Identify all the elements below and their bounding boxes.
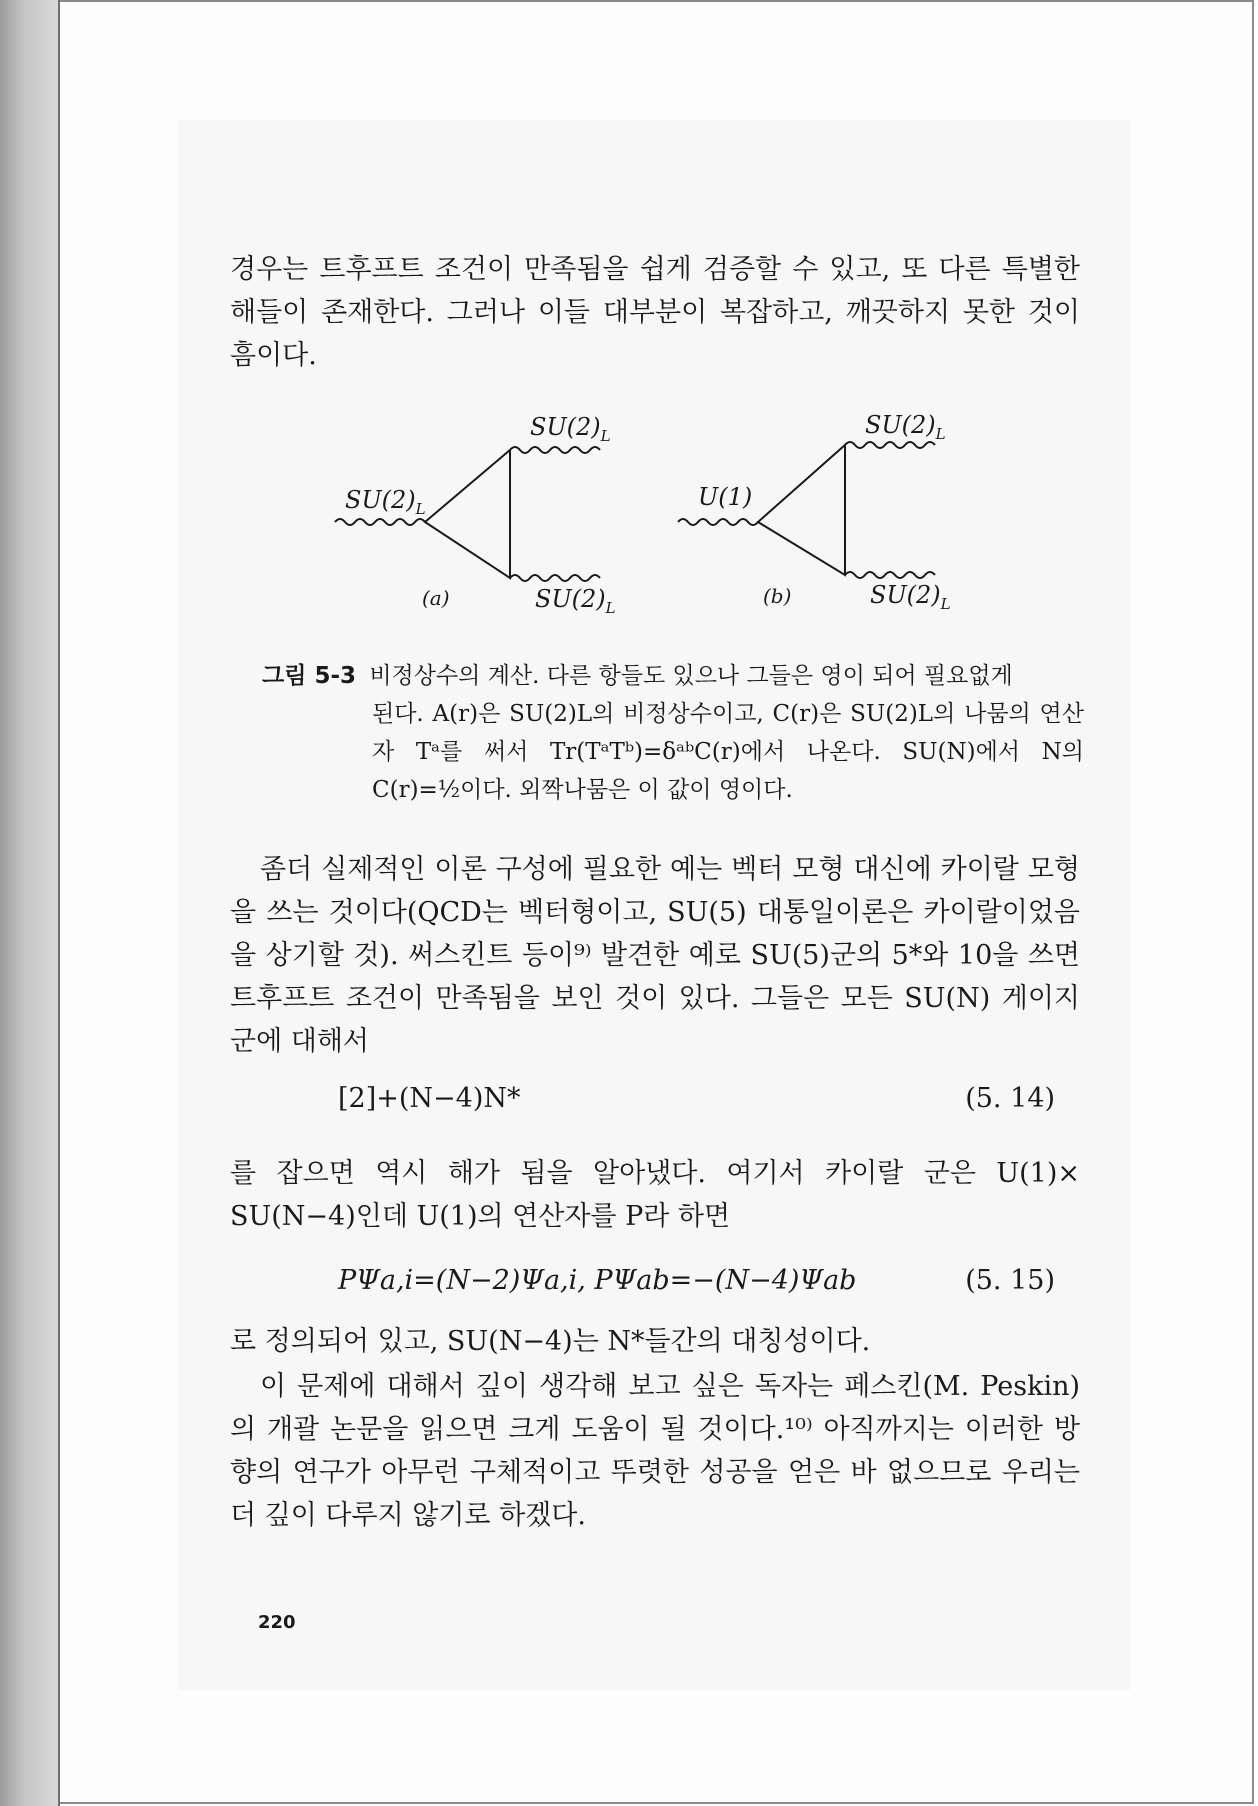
paragraph-mid-text: 좀더 실제적인 이론 구성에 필요한 예는 벡터 모형 대신에 카이랄 모형을 쓰는 것이다(QCD는 벡터형이고, SU(5) 대통일이론은 카이랄이었음을 상기할 것). 써스킨트 등이⁹⁾ 발견한 예로 SU(5)군의 5*와 10을 쓰면 트후프트 조건이 만족됨을 보인 것이 있다. 그들은 모든 SU(N) 게이지 군에 대해서	[230, 854, 1080, 1057]
caption-label: 그림 5-3	[262, 663, 356, 689]
diagram-b-caption: (b)	[763, 584, 792, 608]
paragraph-after-eq1-text: 를 잡으면 역시 해가 됨을 알아냈다. 여기서 카이랄 군은 U(1)× SU(N−4)인데 U(1)의 연산자를 P라 하면	[230, 1158, 1080, 1232]
diagram-b-triangle	[758, 445, 845, 575]
feynman-diagrams	[330, 405, 970, 615]
paragraph-last	[230, 1365, 1080, 1537]
paragraph-top	[230, 248, 1080, 377]
diagram-a-bottom-wave	[510, 575, 600, 581]
paragraph-after-eq2	[230, 1320, 1080, 1363]
caption-continuation: 된다. A(r)은 SU(2)L의 비정상수이고, C(r)은 SU(2)L의 나뭄의 연산자 Tᵃ를 써서 Tr(TᵃTᵇ)=δᵃᵇC(r)에서 나온다. SU(N)에서 N의 C(r)=½이다. 외짝나뭄은 이 값이 영이다.	[372, 701, 1084, 803]
paragraph-top-text: 경우는 트후프트 조건이 만족됨을 쉽게 검증할 수 있고, 또 다른 특별한 해들이 존재한다. 그러나 이들 대부분이 복잡하고, 깨끗하지 못한 것이 흠이다.	[230, 254, 1080, 371]
equation-5-15-number: (5. 15)	[965, 1265, 1055, 1296]
diagram-a	[335, 447, 600, 581]
diagram-a-top-label: $SU(2)_L$	[530, 413, 611, 445]
diagram-b-bottom-wave	[845, 572, 935, 578]
paragraph-after-eq1	[230, 1152, 1080, 1238]
paragraph-last-text: 이 문제에 대해서 깊이 생각해 보고 싶은 독자는 페스킨(M. Peskin)의 개괄 논문을 읽으면 크게 도움이 될 것이다.¹⁰⁾ 아직까지는 이러한 방향의 연구가 아무런 구체적이고 뚜렷한 성공을 얻은 바 없으므로 우리는 더 깊이 다루지 않기로 하겠다.	[230, 1371, 1080, 1531]
diagram-b-bottom-label: $SU(2)_L$	[870, 581, 951, 613]
diagram-a-bottom-label: $SU(2)_L$	[535, 585, 616, 615]
diagram-b-top-label: $SU(2)_L$	[865, 411, 946, 443]
book-spine	[0, 0, 58, 1806]
caption-line1-text: 비정상수의 계산. 다른 항들도 있으나 그들은 영이 되어 필요없게	[369, 663, 1013, 689]
equation-5-14-body: [2]+(N−4)N*	[338, 1083, 521, 1114]
page-number: 220	[258, 1612, 296, 1633]
diagram-a-left-label: $SU(2)_L$	[345, 486, 426, 518]
diagram-a-left-wave	[335, 519, 425, 525]
paragraph-mid	[230, 848, 1080, 1063]
figure-caption	[262, 657, 1084, 809]
diagram-b-top-wave	[845, 442, 935, 448]
paragraph-after-eq2-text: 로 정의되어 있고, SU(N−4)는 N*들간의 대칭성이다.	[230, 1326, 871, 1357]
diagram-a-caption: (a)	[422, 586, 450, 610]
diagram-b-left-label: U(1)	[698, 483, 753, 511]
diagram-b-left-wave	[678, 519, 758, 525]
diagram-a-top-wave	[510, 447, 600, 453]
equation-5-15-body: PΨa,i=(N−2)Ψa,i, PΨab=−(N−4)Ψab	[338, 1265, 857, 1296]
diagram-a-triangle	[425, 450, 510, 578]
equation-5-14-number: (5. 14)	[965, 1083, 1055, 1114]
caption-first-line	[262, 657, 1084, 695]
equation-5-15	[230, 1265, 1055, 1305]
equation-5-14	[230, 1083, 1055, 1123]
